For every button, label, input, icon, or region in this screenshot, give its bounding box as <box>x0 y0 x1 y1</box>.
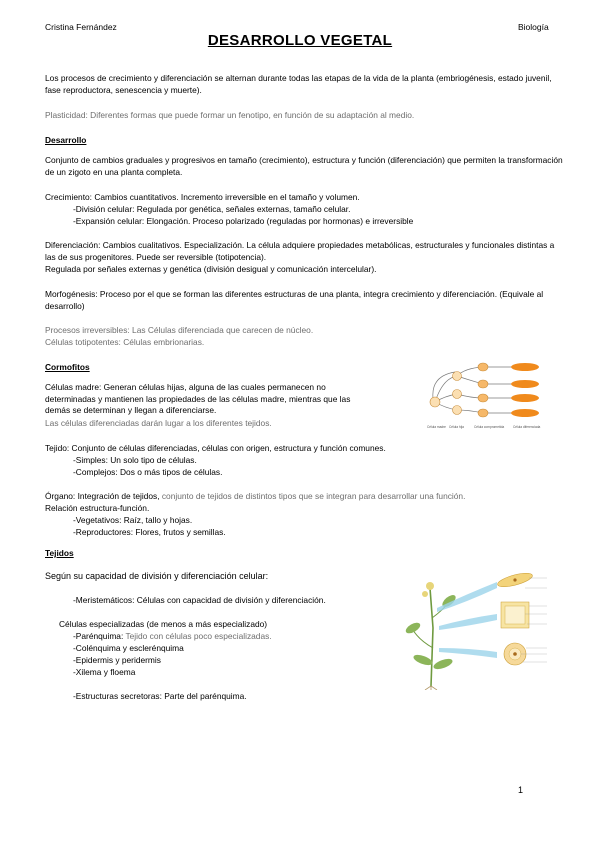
colenquima-text: -Colénquima y esclerénquima <box>73 643 184 653</box>
crecimiento-text: Crecimiento: Cambios cuantitativos. Incremento irreversible en el tamaño y volumen. <box>45 192 360 202</box>
label-celula-comprometida: Célula comprometida <box>474 425 505 429</box>
cell-lineage-diagram <box>425 358 555 438</box>
celulas-diferenciadas-text: Las células diferenciadas darán lugar a los diferentes tejidos. <box>45 418 272 428</box>
epidermis-text: -Epidermis y peridermis <box>73 655 161 665</box>
relacion-text: Relación estructura-función. <box>45 503 150 513</box>
cell-madre <box>430 397 440 407</box>
morfogenesis-text: Morfogénesis: Proceso por el que se forman las diferentes estructuras de una planta, integra crecimiento y diferenciación. (Equivale al desarrollo) <box>45 289 544 311</box>
desarrollo-definition: Conjunto de cambios graduales y progresivos en tamaño (crecimiento), estructura y función (diferenciación) que permiten la transformación de un zigoto en una planta completa. <box>45 155 563 177</box>
plasticity-paragraph: Plasticidad: Diferentes formas que puede formar un fenotipo, en función de su adaptación al medio. <box>45 110 415 120</box>
cells-hijas <box>453 372 462 415</box>
organos-reproductores-text: -Reproductores: Flores, frutos y semillas. <box>73 527 226 537</box>
tejidos-simples-text: -Simples: Un solo tipo de células. <box>73 455 197 465</box>
regulada-text: Regulada por señales externas y genética (división desigual y comunicación intercelular). <box>45 264 377 274</box>
especializadas-text: Células especializadas (de menos a más especializado) <box>59 619 268 629</box>
parenquima-definition: Tejido con células poco especializadas. <box>123 631 272 641</box>
organo-text <box>45 491 575 503</box>
label-celula-hija: Célula hija <box>449 425 464 429</box>
tejidos-complejos-text: -Complejos: Dos o más tipos de células. <box>73 467 223 477</box>
tejido-text: Tejido: Conjunto de células diferenciadas, células con origen, estructura y función comunes. <box>45 443 386 453</box>
diferenciacion-text: Diferenciación: Cambios cualitativos. Especialización. La célula adquiere propiedades metabólicas, estructurales y funcionales distintas a las de sus progenitores. Puede ser reversible (totipotencia). <box>45 240 555 262</box>
section-heading-desarrollo: Desarrollo <box>45 135 87 145</box>
tejidos-intro: Según su capacidad de división y diferenciación celular: <box>45 571 269 581</box>
expansion-celular-text: -Expansión celular: Elongación. Proceso polarizado (reguladas por hormonas) e irreversible <box>73 216 414 226</box>
parenquima-text <box>73 631 373 643</box>
organos-vegetativos-text: -Vegetativos: Raíz, tallo y hojas. <box>73 515 193 525</box>
header-subject: Biología <box>518 22 549 32</box>
cells-comprometidas <box>478 363 488 417</box>
plant-illustration <box>404 582 458 690</box>
organo-definition: conjunto de tejidos de distintos tipos que se integran para desarrollar una función. <box>159 491 466 501</box>
lineage-connectors <box>433 367 511 413</box>
meristematicos-text: -Meristemáticos: Células con capacidad de división y diferenciación. <box>73 595 326 605</box>
celulas-totipotentes-text: Células totipotentes: Células embrionarias. <box>45 337 205 347</box>
label-celula-madre: Célula madre <box>427 425 446 429</box>
label-celula-diferenciada: Célula diferenciada <box>513 425 541 429</box>
cells-diferenciadas <box>511 363 539 417</box>
section-heading-tejidos: Tejidos <box>45 548 74 558</box>
lineage-labels <box>427 425 541 429</box>
tissue-cell-sections <box>496 571 533 665</box>
plant-tissue-diagram <box>397 568 557 690</box>
page-title: DESARROLLO VEGETAL <box>207 32 393 49</box>
division-celular-text: -División celular: Regulada por genética, señales externas, tamaño celular. <box>73 204 351 214</box>
secretoras-text: -Estructuras secretoras: Parte del parénquima. <box>73 691 247 701</box>
xilema-text: -Xilema y floema <box>73 667 136 677</box>
procesos-irreversibles-text: Procesos irreversibles: Las Células diferenciada que carecen de núcleo. <box>45 325 314 335</box>
header-author: Cristina Fernández <box>45 22 117 32</box>
organo-label: Órgano: Integración de tejidos, <box>45 491 160 501</box>
section-heading-cormofitos: Cormofitos <box>45 362 90 372</box>
parenquima-label: -Parénquima: <box>73 631 124 641</box>
intro-paragraph: Los procesos de crecimiento y diferenciación se alternan durante todas las etapas de la vida de la planta (embriogénesis, estado juvenil, fase reproductora, senescencia y muerte). <box>45 73 552 95</box>
page-number: 1 <box>518 785 524 795</box>
celulas-madre-text: Células madre: Generan células hijas, alguna de las cuales permanecen no determinadas y mantienen las propiedades de las células madre, mientras que las demás se determinan y llegan a diferenciarse. <box>45 382 351 416</box>
tissue-flow-arrows <box>437 582 497 658</box>
